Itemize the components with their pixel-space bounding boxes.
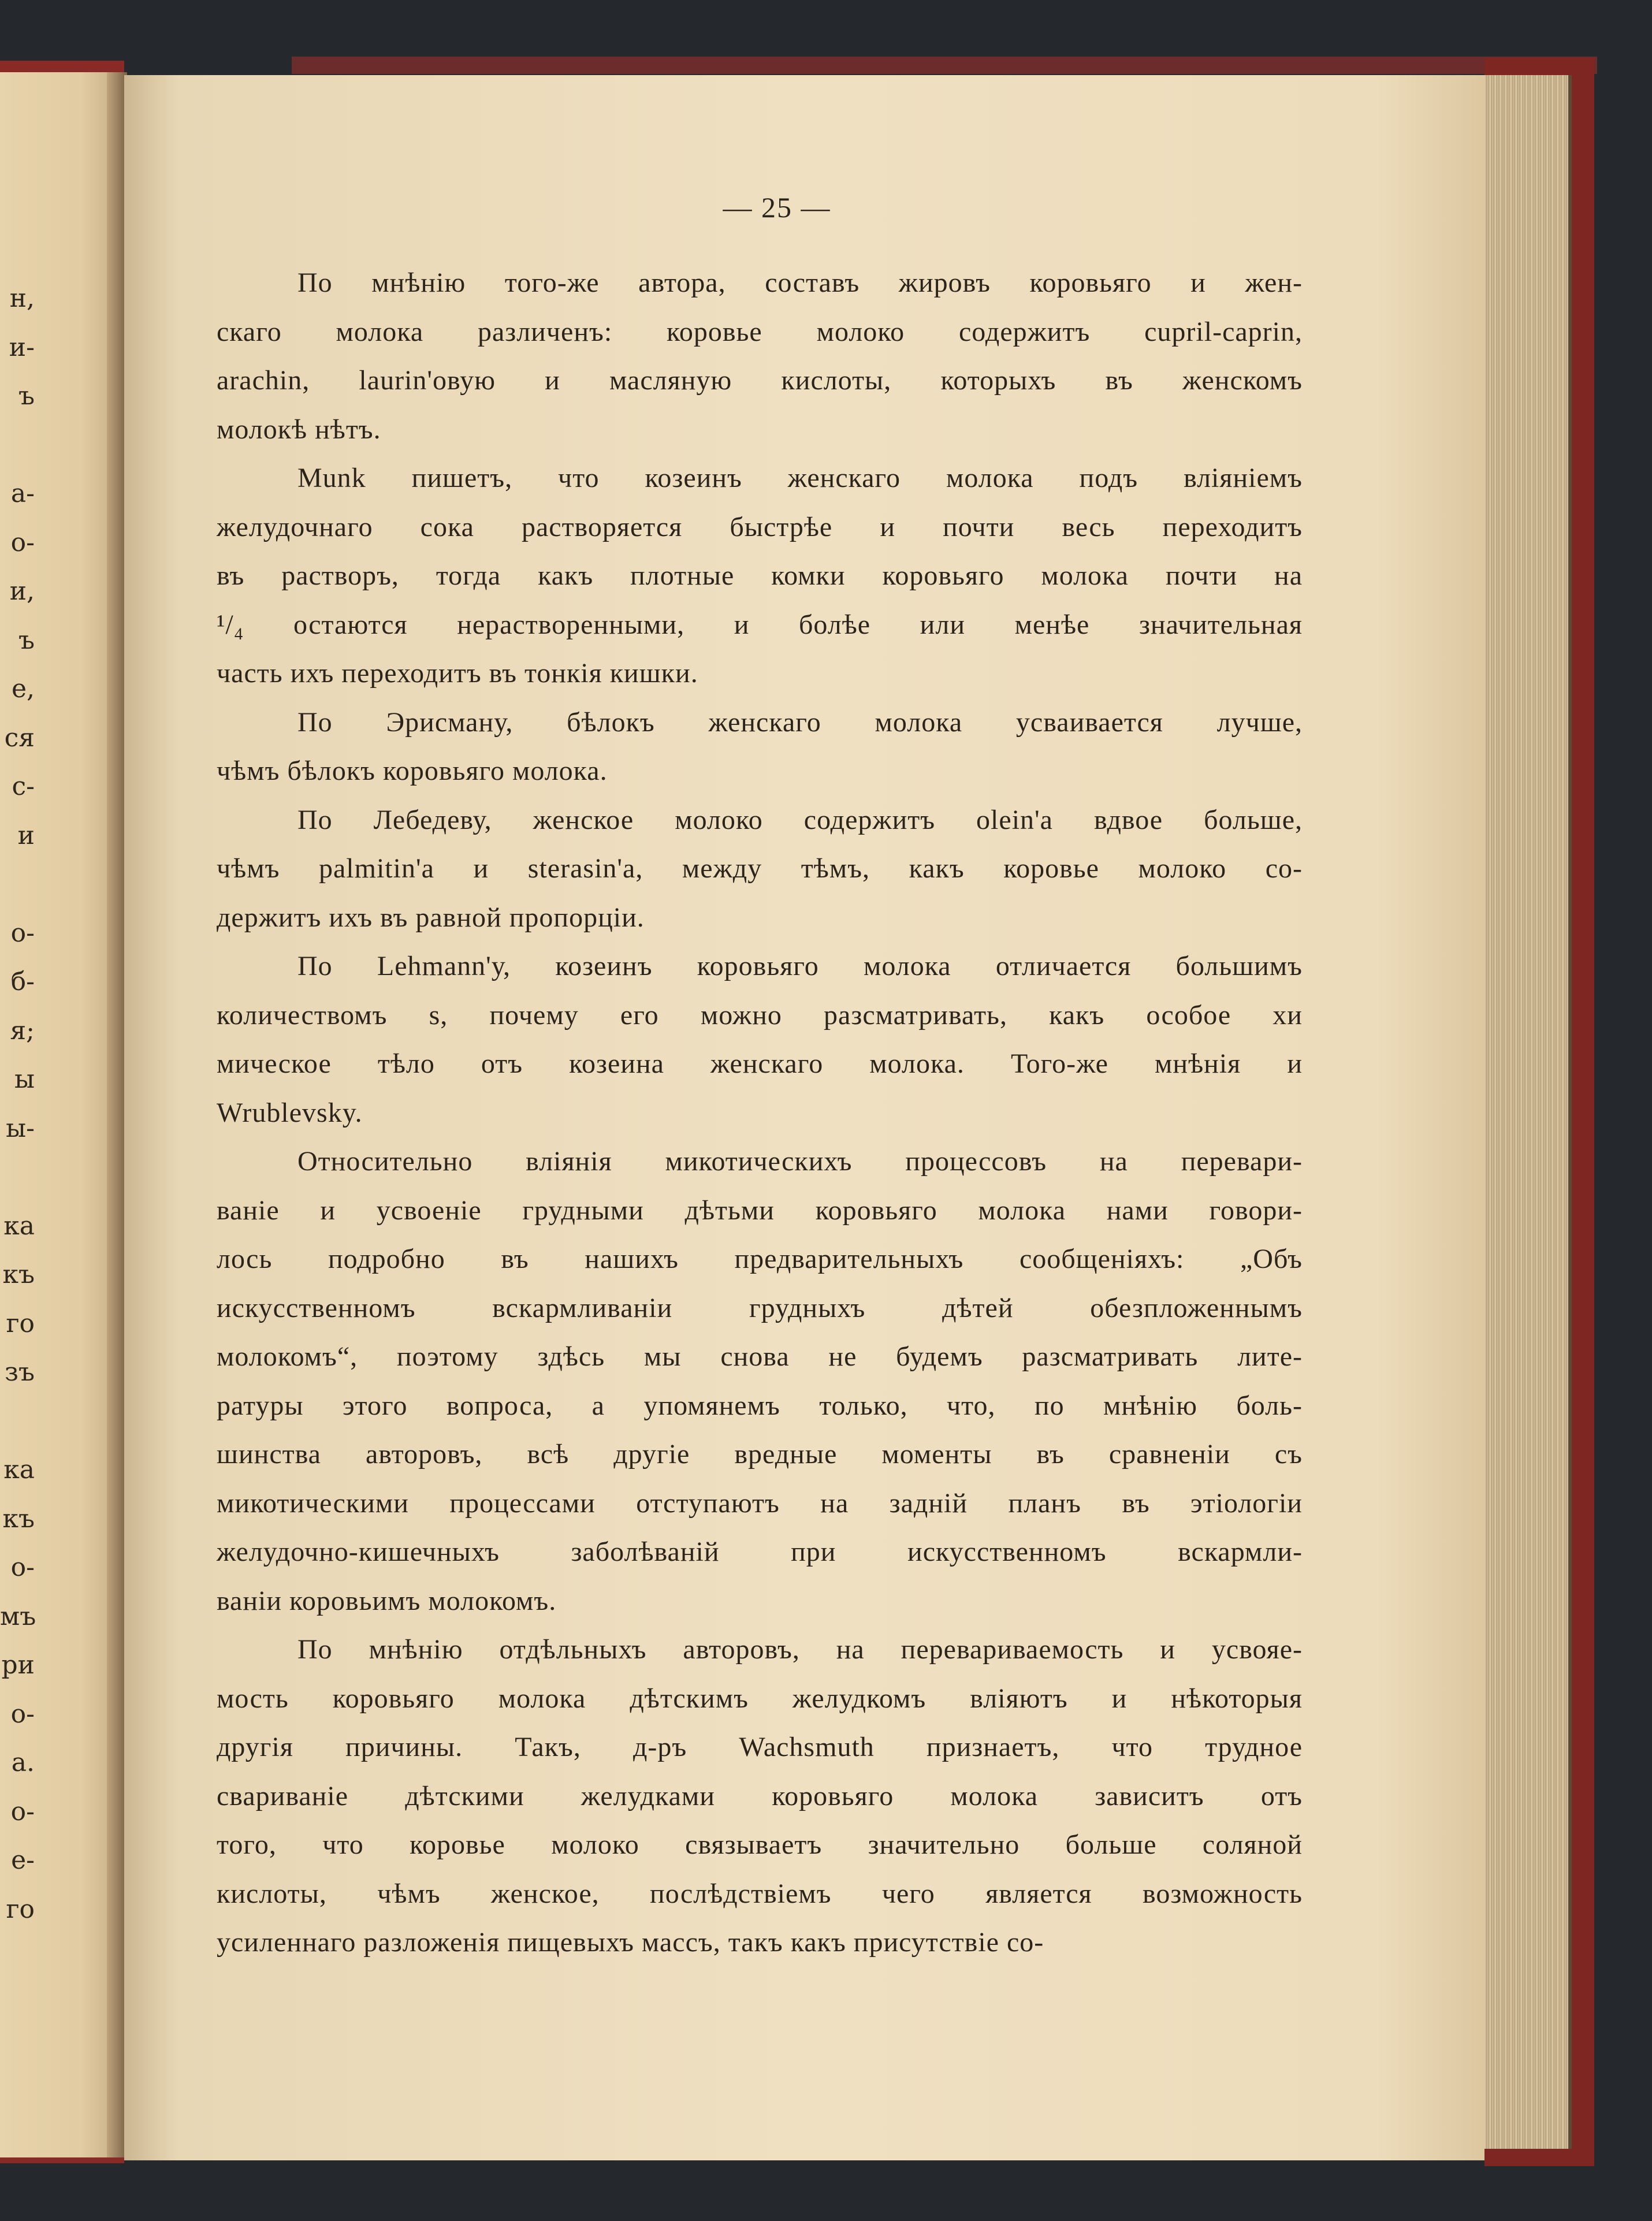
previous-page-line-end: го bbox=[6, 1894, 35, 1924]
previous-page-line-end: зъ bbox=[5, 1357, 35, 1387]
text-line: искусственномъ вскармливаніи грудныхъ дѣтей обезпложеннымъ bbox=[217, 1292, 1303, 1323]
text-line: чѣмъ palmitin'а и sterasin'а, между тѣмъ, какъ коровье молоко со- bbox=[217, 853, 1303, 884]
previous-page-line-end: къ bbox=[2, 1504, 35, 1534]
text-line: ваніи коровьимъ молокомъ. bbox=[217, 1585, 557, 1616]
paragraph bbox=[217, 454, 1303, 698]
previous-page-line-end: е, bbox=[11, 674, 35, 704]
text-line: въ растворъ, тогда какъ плотные комки коровьяго молока почти на bbox=[217, 560, 1303, 591]
text-line: скаго молока различенъ: коровье молоко содержитъ cupril-caprin, bbox=[217, 316, 1303, 347]
previous-page-line-end: ся bbox=[4, 723, 35, 753]
page-block-edges bbox=[1482, 75, 1572, 2149]
previous-page-line-end: с- bbox=[12, 772, 35, 801]
paragraph bbox=[217, 1625, 1303, 1967]
previous-page-line-end: о- bbox=[10, 1553, 35, 1582]
text-line: лось подробно въ нашихъ предварительныхъ сообщеніяхъ: „Объ bbox=[217, 1244, 1303, 1274]
previous-page-line-end: а- bbox=[10, 479, 35, 508]
previous-page-line-end: я; bbox=[10, 1015, 35, 1046]
previous-page-line-end: къ bbox=[2, 1260, 35, 1289]
text-line: держитъ ихъ въ равной пропорціи. bbox=[217, 902, 645, 933]
text-line: По Эрисману, бѣлокъ женскаго молока усваивается лучше, bbox=[297, 706, 1303, 738]
previous-page-line-end: ъ bbox=[18, 381, 35, 411]
text-line: молокомъ“, поэтому здѣсь мы снова не будемъ разсматривать лите- bbox=[217, 1341, 1303, 1372]
previous-page-line-end: н, bbox=[9, 284, 35, 313]
text-line: микотическими процессами отступаютъ на задній планъ въ этіологіи bbox=[217, 1487, 1303, 1519]
paragraph bbox=[217, 1137, 1303, 1625]
paragraphs bbox=[217, 259, 1303, 1967]
previous-page-line-end: и bbox=[17, 820, 35, 850]
previous-page-line-end: ы- bbox=[6, 1113, 35, 1143]
paragraph bbox=[217, 796, 1303, 943]
text-line: желудочнаго сока растворяется быстрѣе и почти весь переходитъ bbox=[217, 511, 1303, 542]
previous-page-line-end: и- bbox=[9, 332, 35, 362]
text-line: количествомъ s, почему его можно разсматривать, какъ особое хи bbox=[217, 999, 1303, 1030]
paragraph bbox=[217, 942, 1303, 1137]
previous-page-line-end: б- bbox=[10, 967, 35, 996]
text-line: усиленнаго разложенія пищевыхъ массъ, такъ какъ присутствіе со- bbox=[217, 1927, 1044, 1958]
text-line: кислоты, чѣмъ женское, послѣдствіемъ чего является возможность bbox=[217, 1878, 1303, 1909]
text-line: ¹/₄ остаются нерастворенными, и болѣе или менѣе значительная bbox=[217, 609, 1303, 640]
text-line: мость коровьяго молока дѣтскимъ желудкомъ вліяютъ и нѣкоторыя bbox=[217, 1683, 1303, 1714]
previous-page-line-end: ка bbox=[3, 1455, 35, 1485]
text-line: По Lehmann'у, козеинъ коровьяго молока отличается большимъ bbox=[297, 951, 1303, 981]
previous-page-line-end: о- bbox=[10, 1796, 35, 1826]
previous-page-line-end: ъ bbox=[18, 625, 35, 655]
previous-page-line-end: мъ bbox=[0, 1601, 36, 1631]
previous-page-line-end: ри bbox=[1, 1650, 35, 1680]
page-text-block bbox=[217, 191, 1303, 1967]
text-line: Относительно вліянія микотическихъ процессовъ на перевари- bbox=[297, 1146, 1303, 1177]
previous-page-line-end: о- bbox=[10, 1699, 35, 1729]
text-line: шинства авторовъ, всѣ другіе вредные моменты въ сравненіи съ bbox=[217, 1439, 1303, 1469]
previous-page-line-end: ы bbox=[14, 1065, 35, 1094]
page-number: — 25 — bbox=[723, 191, 831, 224]
text-line: Munk пишетъ, что козеинъ женскаго молока подъ вліяніемъ bbox=[297, 463, 1303, 493]
text-line: часть ихъ переходитъ въ тонкія кишки. bbox=[217, 658, 698, 689]
text-line: желудочно-кишечныхъ заболѣваній при искусственномъ вскармли- bbox=[217, 1537, 1303, 1567]
main-page bbox=[124, 75, 1484, 2160]
book-cover-top-edge bbox=[292, 57, 1597, 74]
paragraph bbox=[217, 259, 1303, 454]
previous-page-line-end: о- bbox=[10, 918, 35, 948]
text-line: По мнѣнію того-же автора, составъ жировъ коровьяго и жен- bbox=[297, 267, 1303, 298]
text-line: Wrublevsky. bbox=[217, 1097, 363, 1128]
previous-page-line-end: го bbox=[6, 1308, 35, 1338]
previous-page-line-end: и, bbox=[9, 576, 35, 606]
text-line: другія причины. Такъ, д-ръ Wachsmuth признаетъ, что трудное bbox=[217, 1732, 1303, 1762]
text-line: молокѣ нѣтъ. bbox=[217, 414, 381, 445]
previous-page-line-end: ка bbox=[3, 1211, 35, 1241]
text-line: того, что коровье молоко связываетъ значительно больше соляной bbox=[217, 1829, 1303, 1860]
text-line: мическое тѣло отъ козеина женскаго молока. Того-же мнѣнія и bbox=[217, 1048, 1303, 1079]
text-line: ратуры этого вопроса, а упомянемъ только, что, по мнѣнію боль- bbox=[217, 1390, 1303, 1421]
text-line: По мнѣнію отдѣльныхъ авторовъ, на перевариваемость и усвояе- bbox=[297, 1634, 1303, 1665]
text-line: ваніе и усвоеніе грудными дѣтьми коровьяго молока нами говори- bbox=[217, 1195, 1303, 1226]
text-line: чѣмъ бѣлокъ коровьяго молока. bbox=[217, 756, 608, 786]
text-line: По Лебедеву, женское молоко содержитъ olein'а вдвое больше, bbox=[297, 804, 1303, 835]
previous-page-line-end: о- bbox=[10, 527, 35, 557]
previous-page-fragment bbox=[0, 72, 116, 2157]
previous-page-line-end: е- bbox=[11, 1846, 35, 1875]
text-line: arachin, laurin'овую и масляную кислоты, которыхъ въ женскомъ bbox=[217, 365, 1303, 396]
paragraph bbox=[217, 698, 1303, 796]
previous-page-line-end: а. bbox=[11, 1748, 35, 1777]
text-line: свариваніе дѣтскими желудками коровьяго молока зависитъ отъ bbox=[217, 1780, 1303, 1811]
